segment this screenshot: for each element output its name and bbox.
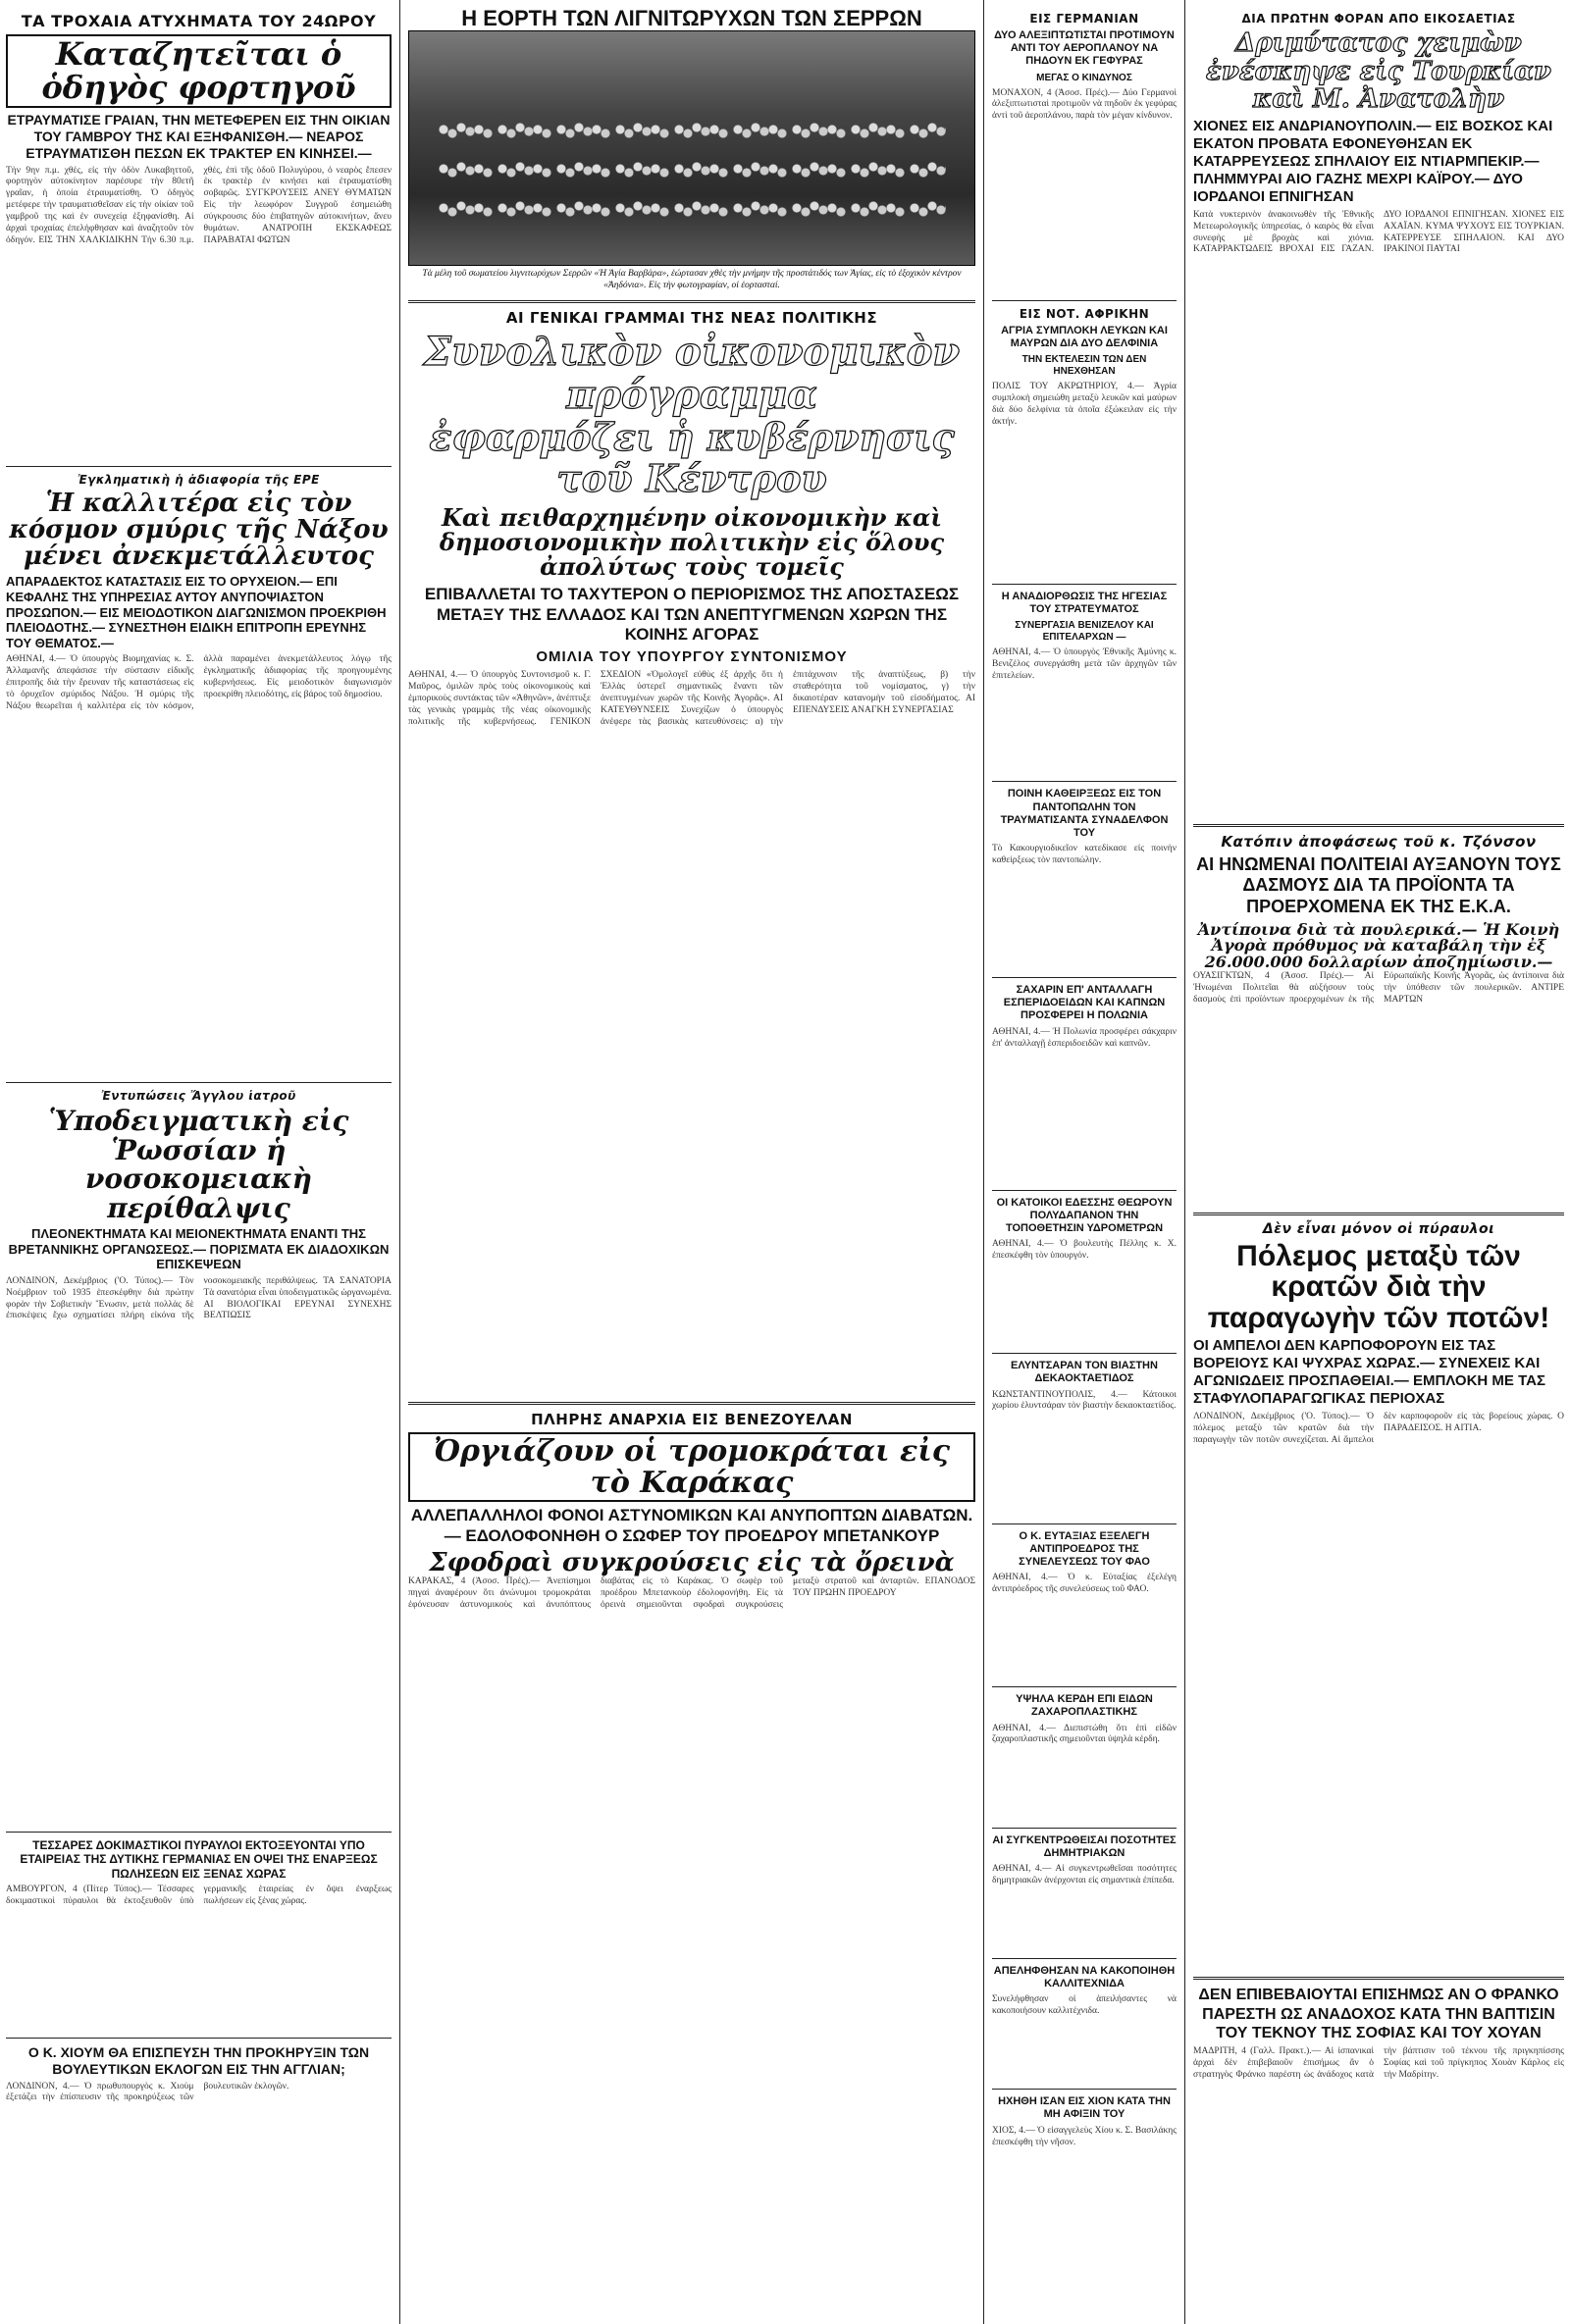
section-kicker: Κατόπιν ἀποφάσεως τοῦ κ. Τζόνσον bbox=[1221, 832, 1537, 851]
section-kicker: ΕΙΣ ΝΟΤ. ΑΦΡΙΚΗΝ bbox=[1019, 306, 1150, 321]
story-headline: Η ΑΝΑΔΙΟΡΘΩΣΙΣ ΤΗΣ ΗΓΕΣΙΑΣ ΤΟΥ ΣΤΡΑΤΕΥΜΑΤΟΣ bbox=[1001, 590, 1168, 616]
story-body: ΠΟΛΙΣ ΤΟΥ ΑΚΡΩΤΗΡΙΟΥ, 4.— Ἀγρία συμπλοκὴ σημειώθη μεταξὺ λευκῶν καὶ μαύρων διὰ δύο δελφίνια τὰ ὁποῖα ἐξώκειλαν εἰς τὴν ἀκτήν. bbox=[992, 381, 1177, 427]
story-headline: Ὀργιάζουν οἱ τρομοκράται εἰς τὸ Καράκας bbox=[408, 1432, 975, 1502]
story-subhead: ΟΙ ΑΜΠΕΛΟΙ ΔΕΝ ΚΑΡΠΟΦΟΡΟΥΝ ΕΙΣ ΤΑΣ ΒΟΡΕΙΟΥΣ ΚΑΙ ΨΥΧΡΑΣ ΧΩΡΑΣ.— ΣΥΝΕΧΕΙΣ ΚΑΙ ΑΓΩΝΙΩΔΕΙΣ ΠΡΟΣΠΑΘΕΙΑΙ.— ΕΜΠΛΟΚΗ ΜΕ ΤΑΣ ΣΤΑΦΥΛΟΠΑΡΑΓΩΓΙΚΑΣ ΠΕΡΙΟΧΑΣ bbox=[1193, 1337, 1545, 1408]
story-headline: Ο Κ. ΕΥΤΑΞΙΑΣ ΕΞΕΛΕΓΗ ΑΝΤΙΠΡΟΕΔΡΟΣ ΤΗΣ ΣΥΝΕΛΕΥΣΕΩΣ ΤΟΥ ΦΑΟ bbox=[1019, 1529, 1150, 1568]
section-kicker: ΠΛΗΡΗΣ ΑΝΑΡΧΙΑ ΕΙΣ ΒΕΝΕΖΟΥΕΛΑΝ bbox=[531, 1411, 853, 1429]
section-kicker: ΕΙΣ ΓΕΡΜΑΝΙΑΝ bbox=[1029, 12, 1139, 26]
story-headline: ΑΙ ΣΥΓΚΕΝΤΡΩΘΕΙΣΑΙ ΠΟΣΟΤΗΤΕΣ ΔΗΜΗΤΡΙΑΚΩΝ bbox=[992, 1833, 1177, 1859]
story-body: ΑΜΒΟΥΡΓΟΝ, 4 (Πίτερ Τύπος).— Τέσσαρες δοκιμαστικοὶ πύραυλοι θὰ ἐκτοξευθοῦν ὑπὸ γερμανικῆς ἑταιρείας ἐν ὄψει ἐναρξεως πωλήσεων εἰς ξένας χώρας. bbox=[6, 1884, 392, 1906]
column-rule bbox=[983, 0, 984, 2324]
story-headline: ΠΟΙΝΗ ΚΑΘΕΙΡΞΕΩΣ ΕΙΣ ΤΟΝ ΠΑΝΤΟΠΩΛΗΝ ΤΟΝ ΤΡΑΥΜΑΤΙΣΑΝΤΑ ΣΥΝΑΔΕΛΦΟΝ ΤΟΥ bbox=[1000, 788, 1169, 839]
story-body: ΑΘΗΝΑΙ, 4.— Ὁ βουλευτὴς Πέλλης κ. Χ. ἐπεσκέφθη τὸν ὑπουργόν. bbox=[992, 1239, 1177, 1262]
story-headline: ΑΓΡΙΑ ΣΥΜΠΛΟΚΗ ΛΕΥΚΩΝ ΚΑΙ ΜΑΥΡΩΝ ΔΙΑ ΔΥΟ ΔΕΛΦΙΝΙΑ bbox=[1001, 324, 1168, 349]
column-rule bbox=[399, 0, 400, 2324]
story-subhead: ΕΤΡΑΥΜΑΤΙΣΕ ΓΡΑΙΑΝ, ΤΗΝ ΜΕΤΕΦΕΡΕΝ ΕΙΣ ΤΗΝ ΟΙΚΙΑΝ ΤΟΥ ΓΑΜΒΡΟΥ ΤΗΣ ΚΑΙ ΕΞΗΦΑΝΙΣΘΗ.— ΝΕΑΡΟΣ ΕΤΡΑΥΜΑΤΙΣΘΗ ΠΕΣΩΝ ΕΚ ΤΡΑΚΤΕΡ ΕΝ ΚΙΝΗΣΕΙ.— bbox=[7, 112, 391, 161]
photo-caption: Τὰ μέλη τοῦ σωματείου λιγνιτωρύχων Σερρῶν «Ἡ Ἁγία Βαρβάρα», ἑώρτασαν χθὲς τὴν μνήμην τῆς προστάτιδός των Ἁγίας, εἰς τὸ ἐξοχικὸν κέντρον «Ἀηδόνια». Εἰς τὴν φωτογραφίαν, οἱ ἑορτασταί. bbox=[422, 269, 962, 290]
story-body: Τὴν 9ην π.μ. χθές, εἰς τὴν ὁδὸν Λυκαβηττοῦ, φορτηγὸν αὐτοκίνητον παρέσυρε τὴν 80ετῆ γραῖαν, ἡ ὁποία ἐτραυματίσθη. Ὁ ὁδηγὸς μετέφερε τὴν τραυματισθεῖσαν εἰς τὴν οἰκίαν τοῦ γαμβροῦ της καὶ ἐν συνεχείᾳ ἐξηφανίσθη. Αἱ ἀρχαὶ τροχαίας ἐπελήφθησαν καὶ ἀναζητοῦν τὸν ὁδηγόν. ΕΙΣ ΤΗΝ ΧΑΛΚΙΔΙΚΗΝ Τὴν 6.30 π.μ. χθές, ἐπὶ τῆς ὁδοῦ Πολυγύρου, ὁ νεαρὸς ἔπεσεν ἐκ τρακτὲρ ἐν κινήσει καὶ ἐτραυματίσθη σοβαρῶς. ΣΥΓΚΡΟΥΣΕΙΣ ΑΝΕΥ ΘΥΜΑΤΩΝ Εἰς τὴν λεωφόρον Συγγροῦ ἐσημειώθη σύγκρουσις δύο ἐπιβατηγῶν αὐτοκινήτων, ἄνευ θυμάτων. ΑΝΑΤΡΟΠΗ ΕΚΣΚΑΦΕΩΣ ΠΑΡΑΒΑΤΑΙ ΦΩΤΩΝ bbox=[6, 165, 392, 245]
main-deck: Καὶ πειθαρχημένην οἰκονομικὴν καὶ δημοσιονομικὴν πολιτικὴν εἰς ὅλους ἀπολύτως τοὺς τομεῖς bbox=[439, 502, 945, 582]
story-body: ΑΘΗΝΑΙ, 4.— Ἡ Πολωνία προσφέρει σάκχαριν ἐπ' ἀνταλλαγῇ ἑσπεριδοειδῶν καὶ καπνῶν. bbox=[992, 1026, 1177, 1049]
story-body: ΑΘΗΝΑΙ, 4.— Διεπιστώθη ὅτι ἐπὶ εἰδῶν ζαχαροπλαστικῆς σημειοῦνται ὑψηλὰ κέρδη. bbox=[992, 1723, 1177, 1745]
story-headline: ΔΕΝ ΕΠΙΒΕΒΑΙΟΥΤΑΙ ΕΠΙΣΗΜΩΣ ΑΝ Ο ΦΡΑΝΚΟ ΠΑΡΕΣΤΗ ΩΣ ΑΝΑΔΟΧΟΣ ΚΑΤΑ ΤΗΝ ΒΑΠΤΙΣΙΝ ΤΟΥ ΤΕΚΝΟΥ ΤΗΣ ΣΟΦΙΑΣ ΚΑΙ ΤΟΥ ΧΟΥΑΝ bbox=[1198, 1987, 1559, 2041]
story-body: ΚΑΡΑΚΑΣ, 4 (Ἀσοσ. Πρές).— Ἀνεπίσημοι πηγαὶ ἀναφέρουν ὅτι ἀνώνυμοι τρομοκράται ἐφόνευσαν ἀστυνομικοὺς καὶ ἀνυπόπτους διαβάτας εἰς τὸ Καράκας. Ὁ σωφὲρ τοῦ προέδρου Μπετανκοὺρ ἐδολοφονήθη. Εἰς τὰ ὀρεινὰ σημειοῦνται σφοδραὶ συγκρούσεις μεταξὺ στρατοῦ καὶ ἀνταρτῶν. ΕΠΑΝΟΔΟΣ ΤΟΥ ΠΡΩΗΝ ΠΡΟΕΔΡΟΥ bbox=[408, 1576, 975, 1611]
column-3 bbox=[986, 0, 1182, 2324]
story-headline: Ἡ καλλιτέρα εἰς τὸν κόσμον σμύρις τῆς Νάξου μένει ἀνεκμετάλλευτος bbox=[9, 488, 389, 572]
story-headline: ΔΥΟ ΑΛΕΞΙΠΤΩΤΙΣΤΑΙ ΠΡΟΤΙΜΟΥΝ ΑΝΤΙ ΤΟΥ ΑΕΡΟΠΛΑΝΟΥ ΝΑ ΠΗΔΟΥΝ ΕΚ ΓΕΦΥΡΑΣ bbox=[994, 29, 1175, 68]
story-headline: Ο Κ. ΧΙΟΥΜ ΘΑ ΕΠΙΣΠΕΥΣΗ ΤΗΝ ΠΡΟΚΗΡΥΞΙΝ ΤΩΝ ΒΟΥΛΕΥΤΙΚΩΝ ΕΚΛΟΓΩΝ ΕΙΣ ΤΗΝ ΑΓΓΛΙΑΝ; bbox=[27, 2043, 370, 2077]
main-headline: ἐφαρμόζει ἡ κυβέρνησις τοῦ Κέντρου bbox=[429, 415, 955, 500]
story-body: Κατὰ νυκτερινὸν ἀνακοινωθὲν τῆς Ἐθνικῆς Μετεωρολογικῆς ὑπηρεσίας, ὁ καιρὸς θὰ εἶναι συνεφὴς μὲ βροχὰς καὶ χιόνια. ΚΑΤΑΡΡΑΚΤΩΔΕΙΣ ΒΡΟΧΑΙ ΕΙΣ ΓΑΖΑΝ. ΔΥΟ ΙΟΡΔΑΝΟΙ ΕΠΝΙΓΗΣΑΝ. ΧΙΟΝΕΣ ΕΙΣ ΑΧΑΪΑΝ. ΚΥΜΑ ΨΥΧΟΥΣ ΕΙΣ ΤΟΥΡΚΙΑΝ. ΚΑΤΕΡΡΕΥΣΕ ΣΠΗΛΑΙΟΝ. ΚΑΙ ΔΥΟ ΙΡΑΚΙΝΟΙ ΠΑΥΤΑΙ bbox=[1193, 209, 1564, 255]
story-headline: ΑΠΕΛΗΦΘΗΣΑΝ ΝΑ ΚΑΚΟΠΟΙΗΘΗ ΚΑΛΛΙΤΕΧΝΙΔΑ bbox=[993, 1964, 1176, 1990]
column-4 bbox=[1187, 0, 1570, 2324]
story-body: ΜΑΔΡΙΤΗ, 4 (Γαλλ. Πρακτ.).— Αἱ ἰσπανικαὶ ἀρχαὶ δὲν ἐπιβεβαιοῦν ἐπισήμως ἂν ὁ στρατηγὸς Φράνκο παρέστη ὡς ἀνάδοχος κατὰ τὴν βάπτισιν τοῦ τέκνου τῆς πριγκηπίσσης Σοφίας καὶ τοῦ πρίγκηπος Χουὰν Κάρλος εἰς τὴν Μαδρίτην. bbox=[1193, 2046, 1564, 2080]
section-kicker: Ἐντυπώσεις Ἄγγλου ἰατροῦ bbox=[101, 1089, 296, 1104]
news-photo bbox=[408, 30, 975, 266]
main-subhead: ΕΠΙΒΑΛΛΕΤΑΙ ΤΟ ΤΑΧΥΤΕΡΟΝ Ο ΠΕΡΙΟΡΙΣΜΟΣ ΤΗΣ ΑΠΟΣΤΑΣΕΩΣ ΜΕΤΑΞΥ ΤΗΣ ΕΛΛΑΔΟΣ ΚΑΙ ΤΩΝ ΑΝΕΠΤΥΓΜΕΝΩΝ ΧΩΡΩΝ ΤΗΣ ΚΟΙΝΗΣ ΑΓΟΡΑΣ bbox=[424, 585, 960, 645]
story-body: ΛΟΝΔΙΝΟΝ, Δεκέμβριος ('Ο. Τύπος).— Ὁ πόλεμος μεταξὺ τῶν κρατῶν διὰ τὴν παραγωγὴν τῶν ποτῶν συνεχίζεται. Αἱ ἄμπελοι δὲν καρποφοροῦν εἰς τὰς βορείους χώρας. Ο ΠΑΡΑΔΕΙΣΟΣ. Η ΑΙΤΙΑ. bbox=[1193, 1412, 1564, 1446]
story-subhead: ΤΗΝ ΕΚΤΕΛΕΣΙΝ ΤΩΝ ΔΕΝ ΗΝΕΧΘΗΣΑΝ bbox=[1021, 353, 1147, 377]
story-headline: ΣΑΧΑΡΙΝ ΕΠ' ΑΝΤΑΛΛΑΓΗ ΕΣΠΕΡΙΔΟΕΙΔΩΝ ΚΑΙ ΚΑΠΝΩΝ ΠΡΟΣΦΕΡΕΙ Η ΠΟΛΩΝΙΑ bbox=[1003, 984, 1166, 1022]
story-headline: ΟΙ ΚΑΤΟΙΚΟΙ ΕΔΕΣΣΗΣ ΘΕΩΡΟΥΝ ΠΟΛΥΔΑΠΑΝΟΝ ΤΗΝ ΤΟΠΟΘΕΤΗΣΙΝ ΥΔΡΟΜΕΤΡΩΝ bbox=[996, 1196, 1173, 1234]
story-subhead: ΜΕΓΑΣ Ο ΚΙΝΔΥΝΟΣ bbox=[1036, 72, 1132, 83]
section-kicker: ΤΑ ΤΡΟΧΑΙΑ ΑΤΥΧΗΜΑΤΑ ΤΟΥ 24ΩΡΟΥ bbox=[21, 12, 377, 30]
main-headline: Συνολικὸν οἰκονομικὸν πρόγραμμα bbox=[423, 329, 961, 419]
story-headline: ΥΨΗΛΑ ΚΕΡΔΗ ΕΠΙ ΕΙΔΩΝ ΖΑΧΑΡΟΠΛΑΣΤΙΚΗΣ bbox=[1016, 1693, 1153, 1719]
story-subhead: ΠΛΕΟΝΕΚΤΗΜΑΤΑ ΚΑΙ ΜΕΙΟΝΕΚΤΗΜΑΤΑ ΕΝΑΝΤΙ ΤΗΣ ΒΡΕΤΑΝΝΙΚΗΣ ΟΡΓΑΝΩΣΕΩΣ.— ΠΟΡΙΣΜΑΤΑ ΕΚ ΔΙΑΔΟΧΙΚΩΝ ΕΠΙΣΚΕΨΕΩΝ bbox=[8, 1226, 390, 1272]
story-headline: Δριμύτατος χειμὼν ἐνέσκηψε εἰς Τουρκίαν καὶ Μ. Ἀνατολὴν bbox=[1206, 28, 1551, 115]
story-body: ΟΥΑΣΙΓΚΤΩΝ, 4 (Ἀσοσ. Πρές).— Αἱ Ἡνωμέναι Πολιτεῖαι θὰ αὐξήσουν τοὺς δασμοὺς ἐπὶ προϊόντων προερχομένων ἐκ τῆς Εὐρωπαϊκῆς Κοινῆς Ἀγορᾶς, ὡς ἀντίποινα διὰ τὴν ὑπόθεσιν τῶν πουλερικῶν. ΑΝΤΙΡΕ ΜΑΡΤΩΝ bbox=[1193, 970, 1564, 1005]
story-headline: Πόλεμος μεταξὺ τῶν κρατῶν διὰ τὴν παραγωγὴν τῶν ποτῶν! bbox=[1207, 1239, 1550, 1334]
story-body: ΑΘΗΝΑΙ, 4.— Ὁ ὑπουργὸς Βιομηχανίας κ. Σ. Ἀλλαμανῆς ἀπεφάσισε τὴν σύστασιν εἰδικῆς ἐπιτροπῆς διὰ τὴν ἔρευναν τῆς καταστάσεως εἰς τὸ ὀρυχεῖον σμύριδος Νάξου. Ἡ σμύρις τῆς Νάξου θεωρεῖται ἡ καλλιτέρα εἰς τὸν κόσμον, ἀλλὰ παραμένει ἀνεκμετάλλευτος λόγῳ τῆς ἐγκληματικῆς ἀδιαφορίας τῆς προηγουμένης κυβερνήσεως. Εἰς μειοδοτικὸν διαγωνισμὸν προεκρίθη πλειοδότης, εἰς βάρος τοῦ δημοσίου. bbox=[6, 654, 392, 711]
story-body: Τὸ Κακουργιοδικεῖον κατεδίκασε εἰς ποινὴν καθείρξεως τὸν παντοπώλην. bbox=[992, 844, 1177, 865]
column-2 bbox=[402, 0, 981, 2324]
story-body: ΧΙΟΣ, 4.— Ὁ εἰσαγγελεὺς Χίου κ. Σ. Βασιλάκης ἐπεσκέφθη τὴν νῆσον. bbox=[992, 2125, 1177, 2147]
story-deck: Ἀντίποινα διὰ τὰ πουλερικά.— Ἡ Κοινὴ Ἀγορὰ πρόθυμος νὰ καταβάλη τὴν ἐξ 26.000.000 δολλαρίων ἀποζημίωσιν.— bbox=[1197, 919, 1560, 972]
section-kicker: Ἐγκληματικὴ ἡ ἀδιαφορία τῆς ΕΡΕ bbox=[78, 472, 320, 487]
story-headline: ΕΛΥΝΤΣΑΡΑΝ ΤΟΝ ΒΙΑΣΤΗΝ ΔΕΚΑΟΚΤΑΕΤΙΔΟΣ bbox=[1011, 1360, 1158, 1385]
story-body: ΑΘΗΝΑΙ, 4.— Ὁ κ. Εὐταξίας ἐξελέγη ἀντιπρόεδρος τῆς συνελεύσεως τοῦ ΦΑΟ. bbox=[992, 1573, 1177, 1594]
story-body: Συνελήφθησαν οἱ ἀπειλήσαντες νὰ κακοποιήσουν καλλιτέχνιδα. bbox=[992, 1994, 1177, 2017]
section-kicker: Δὲν εἶναι μόνον οἱ πύραυλοι bbox=[1262, 1220, 1495, 1237]
story-headline: Καταζητεῖται ὁ ὁδηγὸς φορτηγοῦ bbox=[6, 34, 392, 108]
story-body: ΛΟΝΔΙΝΟΝ, Δεκέμβριος ('Ο. Τύπος).— Τὸν Νοέμβριον τοῦ 1935 ἐπεσκέφθην διὰ πρώτην φορὰν τὴν Σοβιετικὴν Ἕνωσιν, μετὰ πολλὰς δὲ ἐπισκέψεις ἔχω σχηματίσει πλήρη εἰκόνα τῆς νοσοκομειακῆς περιθάλψεως. ΤΑ ΣΑΝΑΤΟΡΙΑ Τὰ σανατόρια εἶναι ὑποδειγματικῶς ὠργανωμένα. ΑΙ ΒΙΟΛΟΓΙΚΑΙ ΕΡΕΥΝΑΙ ΣΥΝΕΧΗΣ ΒΕΛΤΙΩΣΙΣ bbox=[6, 1275, 392, 1321]
story-subhead: ΑΠΑΡΑΔΕΚΤΟΣ ΚΑΤΑΣΤΑΣΙΣ ΕΙΣ ΤΟ ΟΡΥΧΕΙΟΝ.— ΕΠΙ ΚΕΦΑΛΗΣ ΤΗΣ ΥΠΗΡΕΣΙΑΣ ΑΥΤΟΥ ΑΝΥΠΟΨΙΑΣΤΟΝ ΠΡΟΣΩΠΟΝ.— ΕΙΣ ΜΕΙΟΔΟΤΙΚΟΝ ΔΙΑΓΩΝΙΣΜΟΝ ΠΡΟΕΚΡΙΘΗ ΠΛΕΙΟΔΟΤΗΣ.— ΣΥΝΕΣΤΗΘΗ ΕΙΔΙΚΗ ΕΠΙΤΡΟΠΗ ΕΡΕΥΝΗΣ ΤΟΥ ΘΕΜΑΤΟΣ.— bbox=[6, 574, 387, 650]
column-1 bbox=[0, 0, 397, 2324]
story-body: ΛΟΝΔΙΝΟΝ, 4.— Ὁ πρωθυπουργὸς κ. Χιοὺμ ἐξετάζει τὴν ἐπίσπευσιν τῆς προκηρύξεως τῶν βουλευτικῶν ἐκλογῶν. bbox=[6, 2081, 289, 2103]
story-headline: ΤΕΣΣΑΡΕΣ ΔΟΚΙΜΑΣΤΙΚΟΙ ΠΥΡΑΥΛΟΙ ΕΚΤΟΞΕΥΟΝΤΑΙ ΥΠΟ ΕΤΑΙΡΕΙΑΣ ΤΗΣ ΔΥΤΙΚΗΣ ΓΕΡΜΑΝΙΑΣ ΕΝ ΟΨΕΙ ΤΗΣ ΕΝΑΡΞΕΩΣ ΠΩΛΗΣΕΩΝ ΕΙΣ ΞΕΝΑΣ ΧΩΡΑΣ bbox=[20, 1837, 378, 1881]
story-subhead: ΑΛΛΕΠΑΛΛΗΛΟΙ ΦΟΝΟΙ ΑΣΤΥΝΟΜΙΚΩΝ ΚΑΙ ΑΝΥΠΟΠΤΩΝ ΔΙΑΒΑΤΩΝ.— ΕΔΟΛΟΦΟΝΗΘΗ Ο ΣΩΦΕΡ ΤΟΥ ΠΡΟΕΔΡΟΥ ΜΠΕΤΑΝΚΟΥΡ bbox=[410, 1506, 973, 1545]
section-kicker: ΑΙ ΓΕΝΙΚΑΙ ΓΡΑΜΜΑΙ ΤΗΣ ΝΕΑΣ ΠΟΛΙΤΙΚΗΣ bbox=[505, 309, 878, 328]
story-body: ΚΩΝΣΤΑΝΤΙΝΟΥΠΟΛΙΣ, 4.— Κάτοικοι χωρίου ἐλυντσάραν τὸν βιαστὴν δεκαοκταετίδος. bbox=[992, 1389, 1177, 1412]
story-headline: ΗΧΗΘΗ ΙΣΑΝ ΕΙΣ ΧΙΟΝ ΚΑΤΑ ΤΗΝ ΜΗ ΑΦΙΞΙΝ ΤΟΥ bbox=[998, 2095, 1171, 2121]
story-subhead: ΧΙΟΝΕΣ ΕΙΣ ΑΝΔΡΙΑΝΟΥΠΟΛΙΝ.— ΕΙΣ ΒΟΣΚΟΣ ΚΑΙ ΕΚΑΤΟΝ ΠΡΟΒΑΤΑ ΕΦΟΝΕΥΘΗΣΑΝ ΕΚ ΚΑΤΑΡΡΕΥΣΕΩΣ ΣΠΗΛΑΙΟΥ ΕΙΣ ΝΤΙΑΡΜΠΕΚΙΡ.— ΠΛΗΜΜΥΡΑΙ ΑΙΟ ΓΑΖΗΣ ΜΕΧΡΙ ΚΑΪΡΟΥ.— ΔΥΟ ΙΟΡΔΑΝΟΙ ΕΠΝΙΓΗΣΑΝ bbox=[1193, 117, 1553, 205]
story-subhead: ΣΥΝΕΡΓΑΣΙΑ ΒΕΝΙΖΕΛΟΥ ΚΑΙ ΕΠΙΤΕΛΑΡΧΩΝ — bbox=[1015, 620, 1154, 644]
story-headline: ΑΙ ΗΝΩΜΕΝΑΙ ΠΟΛΙΤΕΙΑΙ ΑΥΞΑΝΟΥΝ ΤΟΥΣ ΔΑΣΜΟΥΣ ΔΙΑ ΤΑ ΠΡΟΪΟΝΤΑ ΤΑ ΠΡΟΕΡΧΟΜΕΝΑ ΕΚ ΤΗΣ Ε.Κ.Α. bbox=[1196, 853, 1561, 916]
story-headline: Σφοδραὶ συγκρούσεις εἰς τὰ ὄρεινὰ bbox=[429, 1548, 955, 1578]
story-headline: Ὑποδειγματικὴ εἰς Ῥωσσίαν ἡ νοσοκομειακὴ περίθαλψις bbox=[48, 1105, 349, 1224]
column-rule bbox=[1184, 0, 1185, 2324]
story-body: ΑΘΗΝΑΙ, 4.— Ὁ ὑπουργὸς Ἐθνικῆς Ἀμύνης κ. Βενιζέλος συνεργάσθη μετὰ τῶν ἀρχηγῶν τῶν ἐπιτελείων. bbox=[992, 647, 1177, 682]
section-kicker: ΔΙΑ ΠΡΩΤΗΝ ΦΟΡΑΝ ΑΠΟ ΕΙΚΟΣΑΕΤΙΑΣ bbox=[1241, 12, 1516, 26]
story-body: ΜΟΝΑΧΟΝ, 4 (Ἀσοσ. Πρές).— Δύο Γερμανοὶ ἀλεξιπτωτισταὶ προτιμοῦν νὰ πηδοῦν ἐκ γεφύρας ἀντὶ τοῦ ἀεροπλάνου, παρὰ τὸν μέγαν κίνδυνον. bbox=[992, 87, 1177, 122]
main-subhead: ΟΜΙΛΙΑ ΤΟΥ ΥΠΟΥΡΓΟΥ ΣΥΝΤΟΝΙΣΜΟΥ bbox=[536, 648, 848, 666]
story-body: ΑΘΗΝΑΙ, 4.— Ὁ ὑπουργὸς Συντονισμοῦ κ. Γ. Μαῦρος, ὁμιλῶν πρὸς τοὺς οἰκονομικοὺς καὶ ἐμπορικοὺς συντάκτας τῶν «Ἀθηνῶν», ἀνέπτυξε τὰς γενικὰς γραμμὰς τῆς νέας οἰκονομικῆς πολιτικῆς τῆς κυβερνήσεως. ΓΕΝΙΚΟΝ ΣΧΕΔΙΟΝ «Ὁμολογεῖ εὐθὺς ἐξ ἀρχῆς ὅτι ἡ Ἑλλὰς ὑστερεῖ σημαντικῶς ἔναντι τῶν ἀνεπτυγμένων χωρῶν τῆς Κοινῆς Ἀγορᾶς». ΑΙ ΚΑΤΕΥΘΥΝΣΕΙΣ Συνεχίζων ὁ ὑπουργὸς ἀνέφερε τὰς βασικὰς κατευθύνσεις: α) τὴν ἐπιτάχυνσιν τῆς ἀναπτύξεως, β) τὴν σταθερότητα τοῦ νομίσματος, γ) τὴν δικαιοτέραν κατανομὴν τοῦ εἰσοδήματος. ΑΙ ΕΠΕΝΔΥΣΕΙΣ ΑΝΑΓΚΗ ΣΥΝΕΡΓΑΣΙΑΣ bbox=[408, 670, 975, 727]
photo-headline: Η ΕΟΡΤΗ ΤΩΝ ΛΙΓΝΙΤΩΡΥΧΩΝ ΤΩΝ ΣΕΡΡΩΝ bbox=[461, 6, 922, 30]
story-body: ΑΘΗΝΑΙ, 4.— Αἱ συγκεντρωθεῖσαι ποσότητες δημητριακῶν ἀνέρχονται εἰς σημαντικὰ ἐπίπεδα. bbox=[992, 1863, 1177, 1885]
